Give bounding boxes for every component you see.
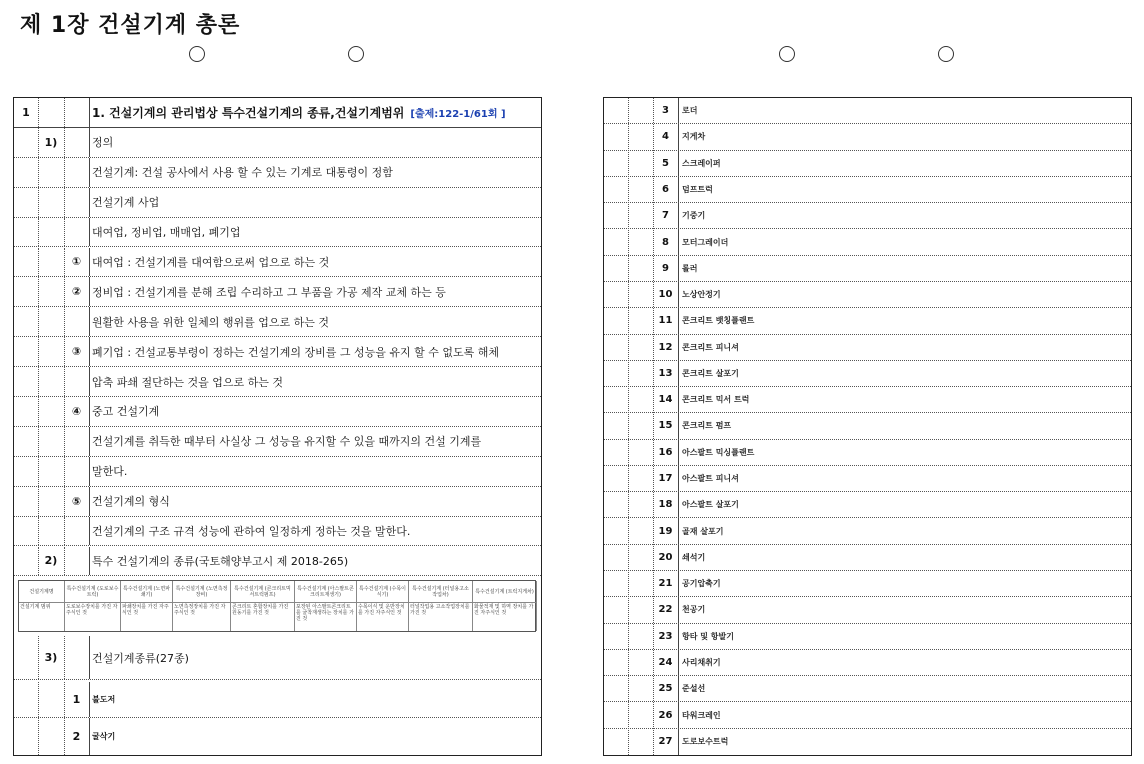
list-item [604, 177, 1131, 203]
item-number: 27 [658, 736, 673, 748]
list-item [604, 361, 1131, 387]
section-number [38, 517, 64, 546]
row-number [14, 517, 38, 546]
table-row [14, 248, 541, 278]
row-number [14, 277, 38, 306]
table-cell: 파쇄장치를 가진 자주식인 것 [121, 603, 173, 631]
row-text: 대여업 : 건설기계를 대여함으로써 업으로 하는 것 [92, 255, 330, 269]
table-header-cell: 특수건설기계 (노면측정장비) [173, 581, 231, 603]
right-page [603, 97, 1132, 756]
table-header-cell: 특수건설기계 (터널용고소작업차) [409, 581, 473, 603]
section-number [38, 248, 64, 277]
list-item [604, 729, 1131, 755]
item-number: 1 [72, 693, 81, 706]
table-row [14, 718, 541, 755]
machine-name: 준설선 [682, 684, 706, 694]
table-row [14, 547, 541, 577]
table-header-cell: 특수건설기계 (아스팔트콘크리트재생기) [295, 581, 357, 603]
list-item [604, 466, 1131, 492]
machine-name: 콘크리트 믹서 트럭 [682, 395, 750, 405]
item-marker [64, 98, 89, 127]
table-header-cell: 특수건설기계 (도로보수트럭) [65, 581, 121, 603]
list-item [604, 124, 1131, 150]
section-number [38, 98, 64, 127]
row-text: 압축 파쇄 절단하는 것을 업으로 하는 것 [92, 375, 283, 389]
table-row [14, 307, 541, 337]
machine-name: 타워크레인 [682, 710, 721, 720]
item-number: 4 [662, 131, 669, 143]
row-number [14, 188, 38, 217]
section-number [38, 487, 64, 516]
table-cell: 노면측정장치를 가진 자주식인 것 [173, 603, 231, 631]
section-number: 2) [44, 554, 58, 568]
left-page [13, 97, 542, 756]
section-number [38, 718, 64, 755]
row-text: 건설기계종류(27종) [92, 651, 189, 665]
machine-name: 도로보수트럭 [682, 737, 729, 747]
row-text: 대여업, 정비업, 매매업, 폐기업 [92, 226, 241, 240]
list-item [604, 413, 1131, 439]
table-header-cell: 특수건설기계 (노면파쇄기) [121, 581, 173, 603]
row-text: 원활한 사용을 위한 일체의 행위를 업으로 하는 것 [92, 315, 329, 329]
table-cell: 건설기계 범위 [19, 603, 65, 631]
machine-name: 스크레이퍼 [682, 158, 721, 168]
section-number [38, 397, 64, 426]
row-text: 불도저 [92, 695, 116, 704]
list-item [604, 308, 1131, 334]
section-number [38, 307, 64, 336]
row-text: 건설기계의 형식 [92, 495, 170, 509]
item-marker [64, 158, 89, 187]
list-item [604, 256, 1131, 282]
item-marker: ③ [71, 345, 82, 359]
row-number [14, 397, 38, 426]
chapter-title: 제 1장 건설기계 총론 [20, 13, 241, 38]
section-number [38, 188, 64, 217]
table-row [14, 277, 541, 307]
row-text: 중고 건설기계 [92, 405, 160, 419]
machine-name: 지게차 [682, 132, 706, 142]
machine-name: 쇄석기 [682, 552, 706, 562]
heading-wrap [92, 98, 506, 127]
machine-name: 기중기 [682, 211, 706, 221]
section-number [38, 337, 64, 366]
list-item [604, 624, 1131, 650]
item-number: 13 [658, 367, 673, 379]
list-item [604, 98, 1131, 124]
machine-name: 롤러 [682, 263, 698, 273]
machine-name: 콘크리트 살포기 [682, 368, 739, 378]
table-row [14, 158, 541, 188]
table-row [14, 397, 541, 427]
item-number: 8 [662, 236, 669, 248]
table-cell: 수목이식 및 운반장치를 가진 자주식인 것 [357, 603, 409, 631]
item-marker [64, 517, 89, 546]
item-number: 19 [658, 525, 673, 537]
item-marker [64, 128, 89, 157]
item-marker [64, 188, 89, 217]
table-cell: 포장된 아스팔트콘크리트를 굴착재생하는 장치를 가진 것 [295, 603, 357, 631]
item-marker: ⑤ [71, 494, 82, 508]
table-row [14, 457, 541, 487]
item-marker [64, 427, 89, 456]
row-text: 정비업 : 건설기계를 분해 조립 수리하고 그 부품을 가공 제작 교체 하는 등 [92, 285, 446, 299]
list-item [604, 545, 1131, 571]
row-text: 정의 [92, 136, 114, 150]
item-number: 11 [658, 315, 673, 327]
machine-name: 로더 [682, 106, 698, 116]
row-number [14, 248, 38, 277]
table-cell: 도로보수장치를 가진 자주식인 것 [65, 603, 121, 631]
table-row [14, 188, 541, 218]
list-item [604, 282, 1131, 308]
binder-hole-icon [348, 46, 364, 62]
row-number [14, 307, 38, 336]
item-number: 2 [72, 730, 81, 743]
list-item [604, 702, 1131, 728]
item-number: 14 [658, 394, 673, 406]
section-number: 1) [44, 135, 58, 149]
row-number [14, 158, 38, 187]
machine-name: 아스팔트 피니셔 [682, 474, 739, 484]
table-row [14, 218, 541, 248]
machine-name: 콘크리트 뱃칭플랜트 [682, 316, 755, 326]
row-text: 말한다. [92, 465, 128, 479]
item-number [64, 636, 89, 679]
item-number: 7 [662, 210, 669, 222]
machine-name: 덤프트럭 [682, 184, 713, 194]
row-text: 건설기계의 구조 규격 성능에 관하여 일정하게 정하는 것을 말한다. [92, 525, 411, 539]
list-item [604, 571, 1131, 597]
item-number: 10 [658, 289, 673, 301]
item-marker: ① [71, 255, 82, 269]
row-number: 1 [22, 105, 30, 119]
machine-name: 골재 살포기 [682, 526, 724, 536]
machine-name: 아스팔트 살포기 [682, 500, 739, 510]
item-number: 6 [662, 183, 669, 195]
list-item [604, 229, 1131, 255]
item-number: 17 [658, 473, 673, 485]
row-number [14, 337, 38, 366]
item-number: 5 [662, 157, 669, 169]
row-number [14, 218, 38, 247]
list-item [604, 676, 1131, 702]
item-marker [64, 307, 89, 336]
item-marker [64, 367, 89, 396]
table-row [14, 487, 541, 517]
item-number: 21 [658, 578, 673, 590]
row-text: 굴삭기 [92, 732, 116, 741]
table-cell: 터널작업용 고소작업장치를 가진 것 [409, 603, 473, 631]
table-cell: 화물적재 및 하역 장치를 가진 자주식인 것 [473, 603, 537, 631]
item-number: 9 [662, 262, 669, 274]
machine-name: 공기압축기 [682, 579, 721, 589]
table-header-cell: 건설기계명 [19, 581, 65, 603]
table-row [14, 517, 541, 547]
special-machinery-table [18, 580, 536, 632]
binder-hole-icon [779, 46, 795, 62]
row-text: 특수 건설기계의 종류(국토해양부고시 제 2018-265) [92, 554, 349, 568]
row-number [14, 547, 38, 576]
row-text: 폐기업 : 건설교통부령이 정하는 건설기계의 장비를 그 성능을 유지 할 수 없도록 해체 [92, 345, 499, 359]
item-marker [64, 457, 89, 486]
machine-name: 콘크리트 피니셔 [682, 342, 739, 352]
item-number: 15 [658, 420, 673, 432]
machine-name: 항타 및 항발기 [682, 631, 734, 641]
row-number [14, 487, 38, 516]
section-number [38, 367, 64, 396]
section-number [38, 158, 64, 187]
section-number [38, 682, 64, 717]
item-marker [64, 547, 89, 576]
list-item [604, 518, 1131, 544]
item-number: 25 [658, 683, 673, 695]
table-header-cell: 특수건설기계 (트럭지게차) [473, 581, 537, 603]
machine-name: 노상안정기 [682, 290, 721, 300]
item-number: 16 [658, 446, 673, 458]
machine-name: 모터그레이더 [682, 237, 729, 247]
table-row [14, 427, 541, 457]
list-item [604, 151, 1131, 177]
row-text: 건설기계: 건설 공사에서 사용 할 수 있는 기계로 대통령이 정함 [92, 166, 393, 180]
item-number: 3 [662, 105, 669, 117]
row-text: 건설기계를 취득한 때부터 사실상 그 성능을 유지할 수 있을 때까지의 건설 기계를 [92, 435, 482, 449]
item-number: 20 [658, 551, 673, 563]
section-number: 3) [44, 651, 58, 664]
section-number [38, 457, 64, 486]
item-number: 24 [658, 657, 673, 668]
section-number [38, 277, 64, 306]
table-cell: 콘크리트 혼합장치를 가진 원동기를 가진 것 [231, 603, 295, 631]
table-row [14, 98, 541, 128]
machine-name: 천공기 [682, 605, 706, 615]
item-number: 22 [658, 604, 673, 616]
row-number [14, 457, 38, 486]
row-number [14, 427, 38, 456]
table-row [14, 367, 541, 397]
list-item [604, 335, 1131, 361]
item-marker: ④ [71, 404, 82, 418]
item-number: 18 [658, 499, 673, 511]
table-header-cell: 특수건설기계 (콘크리트믹서트럭펌프) [231, 581, 295, 603]
machine-name: 사리채취기 [682, 658, 721, 667]
section-heading: 1. 건설기계의 관리법상 특수건설기계의 종류,건설기계범위 [92, 105, 405, 120]
table-row [14, 636, 541, 680]
exam-citation: [출제:122-1/61회 ] [410, 108, 506, 120]
item-marker: ② [71, 285, 82, 299]
item-number: 26 [658, 709, 673, 721]
list-item [604, 650, 1131, 676]
row-text: 건설기계 사업 [92, 196, 160, 210]
item-marker [64, 218, 89, 247]
binder-hole-icon [938, 46, 954, 62]
section-number [38, 218, 64, 247]
section-number [38, 427, 64, 456]
list-item [604, 440, 1131, 466]
table-row [14, 337, 541, 367]
machine-name: 콘크리트 펌프 [682, 421, 732, 431]
table-row [14, 128, 541, 158]
table-row [14, 682, 541, 718]
binder-hole-icon [189, 46, 205, 62]
table-header-cell: 특수건설기계 (수목이식기) [357, 581, 409, 603]
list-item [604, 203, 1131, 229]
list-item [604, 492, 1131, 518]
row-number [14, 367, 38, 396]
item-number: 12 [658, 341, 673, 353]
item-number: 23 [658, 630, 673, 642]
list-item [604, 387, 1131, 413]
list-item [604, 597, 1131, 623]
machine-name: 아스팔트 믹싱플랜트 [682, 447, 755, 457]
row-number [14, 128, 38, 157]
